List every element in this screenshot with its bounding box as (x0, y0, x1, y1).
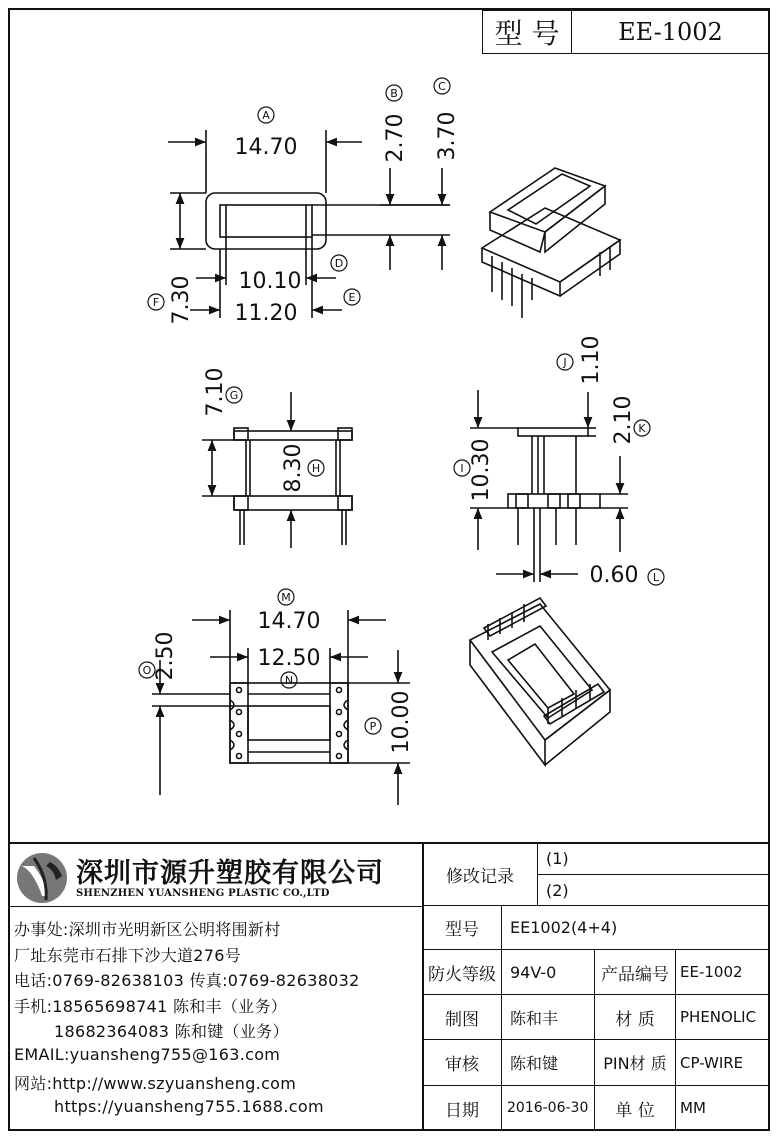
review-value: 陈和键 (510, 1054, 559, 1073)
unit-label: 单 位 (615, 1100, 655, 1121)
revision-label: 修改记录 (446, 866, 514, 887)
pin-material-value-cell (675, 1039, 770, 1086)
drawn-label-cell (422, 994, 502, 1040)
marker-k: K (638, 422, 646, 435)
email[interactable]: EMAIL:yuansheng755@163.com (14, 1045, 281, 1064)
dim-c: 3.70 (435, 111, 460, 161)
spec-model-value-cell (501, 905, 770, 950)
revision-label-cell (422, 842, 538, 906)
unit-value-cell (675, 1085, 770, 1131)
marker-f: F (152, 296, 160, 309)
dim-i: 10.30 (469, 438, 494, 502)
model-value: EE-1002 (618, 18, 723, 46)
dim-j: 1.10 (579, 335, 604, 385)
product-no-value-cell (675, 949, 770, 995)
material-label: 材 质 (615, 1009, 655, 1030)
mobile-2: 18682364083 陈和键（业务） (54, 1022, 289, 1041)
bottom-view (152, 610, 410, 805)
product-no-label: 产品编号 (601, 964, 669, 985)
drawn-value: 陈和丰 (510, 1008, 559, 1028)
dim-l: 0.60 (589, 563, 639, 588)
product-no-value: EE-1002 (680, 963, 743, 981)
marker-g: G (229, 389, 239, 402)
fire-label-cell (422, 949, 502, 995)
dim-b: 2.70 (383, 113, 408, 163)
date-label-cell (422, 1085, 502, 1131)
mobile-1: 手机:18565698741 陈和丰（业务） (14, 997, 288, 1016)
dim-a: 14.70 (234, 135, 298, 160)
website-2[interactable]: https://yuansheng755.1688.com (54, 1097, 324, 1116)
pin-material-label-cell (594, 1039, 676, 1086)
marker-e: E (348, 291, 356, 304)
spec-model-label: 型号 (445, 920, 479, 940)
marker-b: B (390, 87, 398, 100)
revision-1-cell (537, 842, 770, 875)
spec-model-value: EE1002(4+4) (510, 918, 618, 937)
product-no-label-cell (594, 949, 676, 995)
date-value: 2016-06-30 (507, 1100, 589, 1116)
marker-n: N (284, 674, 294, 687)
marker-d: D (334, 257, 344, 270)
isometric-view-bottom (470, 598, 610, 765)
unit-value: MM (680, 1099, 706, 1117)
dim-k: 2.10 (611, 395, 636, 445)
marker-c: C (438, 80, 446, 93)
review-value-cell (501, 1039, 595, 1086)
marker-h: H (311, 462, 321, 475)
dim-d: 10.10 (238, 269, 302, 294)
factory-address: 厂址东莞市石排下沙大道276号 (14, 946, 242, 965)
drawn-value-cell (501, 994, 595, 1040)
dim-p: 10.00 (389, 690, 414, 754)
dim-e: 11.20 (234, 301, 298, 326)
fire-value: 94V-0 (510, 962, 557, 982)
marker-j: J (563, 356, 567, 369)
spec-model-label-cell (422, 905, 502, 950)
company-name-cn: 深圳市源升塑胶有限公司 (76, 858, 384, 889)
marker-i: I (460, 462, 464, 475)
revision-2: (2) (546, 880, 569, 900)
company-logo (12, 848, 72, 908)
revision-1: (1) (546, 849, 569, 868)
marker-p: P (369, 720, 377, 733)
phone-fax: 电话:0769-82638103 传真:0769-82638032 (14, 971, 360, 990)
date-value-cell (501, 1085, 595, 1131)
marker-m: M (281, 591, 291, 604)
fire-label: 防火等级 (428, 964, 496, 985)
date-label: 日期 (445, 1100, 479, 1121)
review-label: 审核 (445, 1055, 479, 1075)
revision-2-cell (537, 874, 770, 906)
marker-l: L (652, 571, 660, 584)
pin-material-value: CP-WIRE (680, 1053, 744, 1072)
isometric-view-top (482, 168, 620, 318)
review-label-cell (422, 1039, 502, 1086)
dim-f: 7.30 (169, 275, 194, 325)
drawn-label: 制图 (445, 1009, 479, 1030)
office-address: 办事处:深圳市光明新区公明将围新村 (14, 920, 281, 939)
pin-material-label: PIN材 质 (603, 1054, 667, 1073)
company-name-en: SHENZHEN YUANSHENG PLASTIC CO.,LTD (76, 888, 330, 899)
dim-g: 7.10 (203, 367, 228, 417)
fire-value-cell (501, 949, 595, 995)
marker-a: A (262, 109, 270, 122)
dim-h: 8.30 (281, 443, 306, 493)
marker-o: O (142, 664, 152, 677)
dim-m: 14.70 (257, 609, 321, 634)
unit-label-cell (594, 1085, 676, 1131)
dim-n: 12.50 (257, 646, 321, 671)
dim-o: 2.50 (153, 631, 178, 681)
material-label-cell (594, 994, 676, 1040)
material-value-cell (675, 994, 770, 1040)
website-1[interactable]: 网站:http://www.szyuansheng.com (14, 1074, 297, 1093)
model-label: 型 号 (494, 17, 560, 50)
material-value: PHENOLIC (680, 1008, 757, 1026)
